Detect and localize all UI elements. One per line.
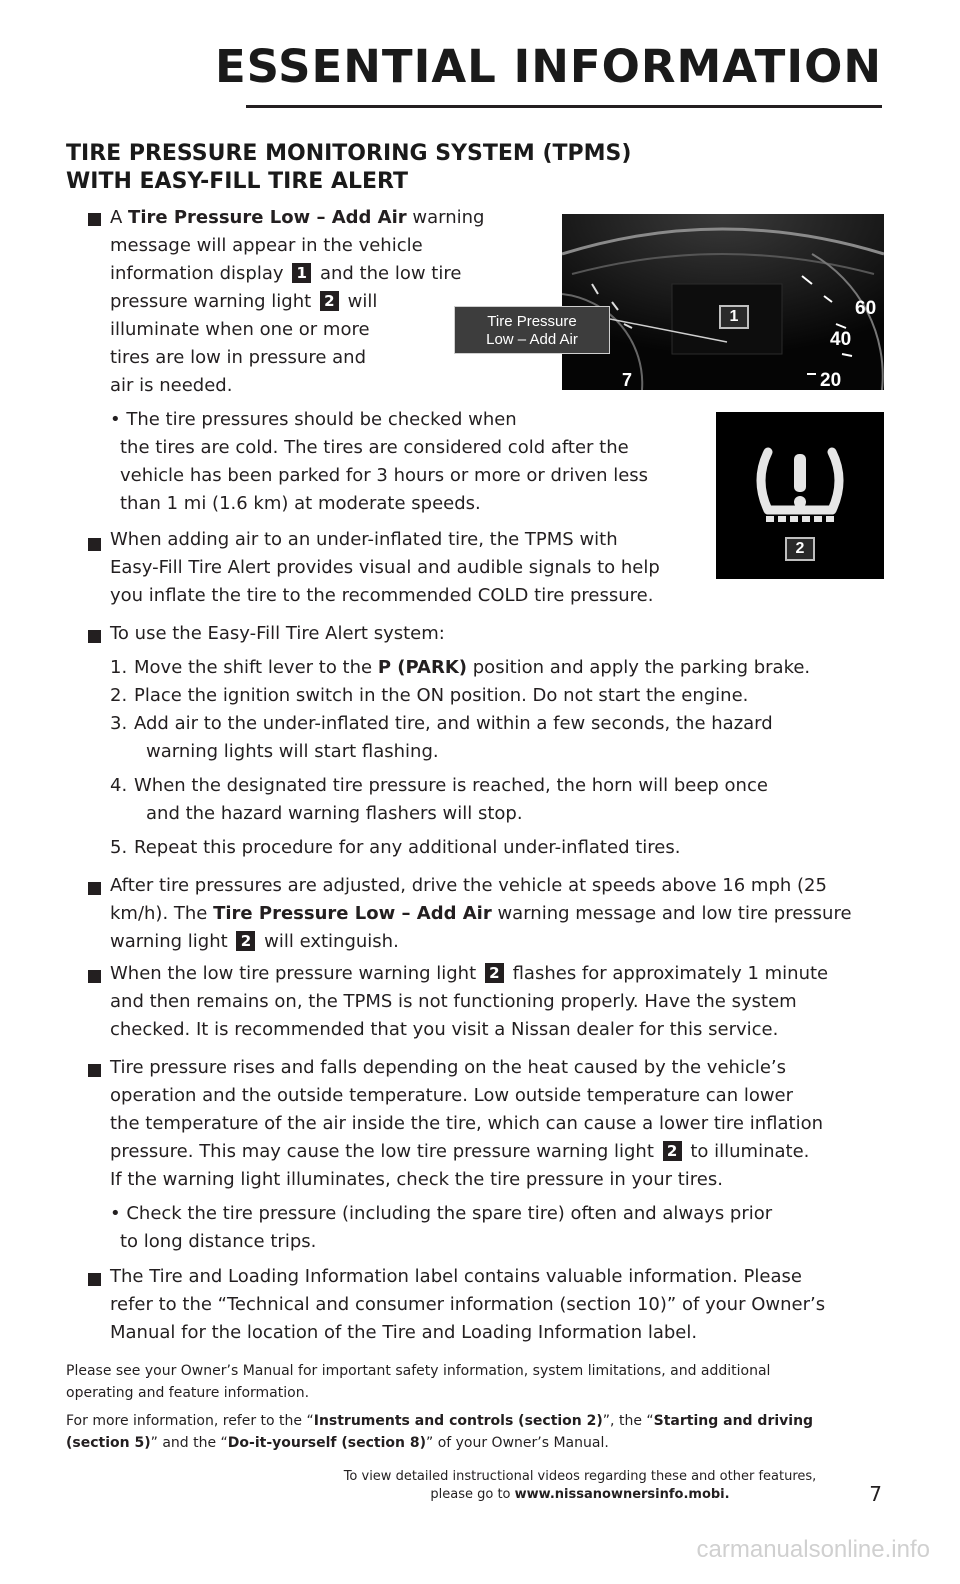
text: you inflate the tire to the recommended COLD tire pressure. <box>110 585 654 606</box>
marker-badge: 2 <box>236 931 255 951</box>
section-title <box>66 140 766 196</box>
instrument-cluster-icon <box>562 214 884 390</box>
text: information display <box>110 263 290 284</box>
marker-badge: 2 <box>485 963 504 983</box>
watermark: carmanualsonline.info <box>696 1536 930 1563</box>
sub-bullet-check-cold <box>110 406 710 518</box>
text: When adding air to an under-inflated tire, the TPMS with <box>110 529 618 550</box>
text: refer to the “Technical and consumer information (section 10)” of your Owner’s <box>110 1294 826 1315</box>
bold-text: Starting and driving <box>653 1413 814 1429</box>
bold-text: Tire Pressure Low – Add Air <box>128 207 407 228</box>
text: After tire pressures are adjusted, drive the vehicle at speeds above 16 mph (25 <box>110 875 827 896</box>
bold-text: Instruments and controls (section 2) <box>313 1413 603 1429</box>
step-number: 4. <box>110 775 128 796</box>
text: If the warning light illuminates, check the tire pressure in your tires. <box>110 1169 723 1190</box>
callout-line: Low – Add Air <box>486 331 578 348</box>
list-item <box>110 710 890 766</box>
text: Repeat this procedure for any additional under-inflated tires. <box>134 837 681 858</box>
text: than 1 mi (1.6 km) at moderate speeds. <box>120 493 481 514</box>
text: operating and feature information. <box>66 1385 310 1401</box>
text: position and apply the parking brake. <box>467 657 811 678</box>
list-item <box>110 834 890 862</box>
text: ”, the “ <box>602 1413 654 1429</box>
text: checked. It is recommended that you visit a Nissan dealer for this service. <box>110 1019 779 1040</box>
callout-message <box>454 306 610 354</box>
text: operation and the outside temperature. Low outside temperature can lower <box>110 1085 794 1106</box>
text: to illuminate. <box>684 1141 810 1162</box>
bold-text: Do-it-yourself (section 8) <box>227 1435 426 1451</box>
text: km/h). The <box>110 903 214 924</box>
gauge-number: 20 <box>820 370 842 390</box>
gauge-number: 7 <box>622 370 633 390</box>
bullet-marker <box>88 882 101 895</box>
bullet-marker <box>88 970 101 983</box>
text: • Check the tire pressure (including the spare tire) often and always prior <box>110 1203 773 1224</box>
text: and the hazard warning flashers will stop. <box>146 803 523 824</box>
list-item <box>110 682 890 710</box>
reference-note <box>66 1410 866 1454</box>
list-item <box>110 654 890 682</box>
text: A <box>110 207 129 228</box>
bullet-easy-fill <box>110 620 710 648</box>
marker-badge: 2 <box>663 1141 682 1161</box>
bold-text: P (PARK) <box>377 657 468 678</box>
instrument-cluster-image <box>562 214 884 390</box>
bold-text: Tire Pressure Low – Add Air <box>213 903 492 924</box>
bullet-pressure-temperature <box>110 1054 900 1194</box>
figure-marker-2: 2 <box>785 537 815 561</box>
text: warning message and low tire pressure <box>491 903 852 924</box>
header-rule <box>246 105 882 108</box>
step-number: 1. <box>110 657 128 678</box>
text: Manual for the location of the Tire and Loading Information label. <box>110 1322 698 1343</box>
text: Move the shift lever to the <box>134 657 378 678</box>
text: Please see your Owner’s Manual for important safety information, system limitations, and additional <box>66 1363 771 1379</box>
text: The Tire and Loading Information label contains valuable information. Please <box>110 1266 802 1287</box>
text: to long distance trips. <box>120 1231 317 1252</box>
text: flashes for approximately 1 minute <box>506 963 829 984</box>
text: air is needed. <box>110 375 233 396</box>
bullet-adding-air <box>110 526 710 610</box>
text: warning lights will start flashing. <box>146 741 439 762</box>
text: please go to <box>430 1487 515 1502</box>
bullet-flashing-light <box>110 960 900 1044</box>
text: message will appear in the vehicle <box>110 235 423 256</box>
text: Tire pressure rises and falls depending on the heat caused by the vehicle’s <box>110 1057 787 1078</box>
step-number: 2. <box>110 685 128 706</box>
figure-marker-1: 1 <box>719 305 749 329</box>
text: illuminate when one or more <box>110 319 370 340</box>
text: and the low tire <box>314 263 462 284</box>
text: When the low tire pressure warning light <box>110 963 482 984</box>
text: pressure. This may cause the low tire pressure warning light <box>110 1141 660 1162</box>
text: Place the ignition switch in the ON position. Do not start the engine. <box>134 685 749 706</box>
bullet-marker <box>88 1064 101 1077</box>
bullet-marker <box>88 538 101 551</box>
bullet-marker <box>88 1273 101 1286</box>
text: will <box>341 291 378 312</box>
bold-text: (section 5) <box>66 1435 151 1451</box>
marker-badge: 2 <box>320 291 339 311</box>
page-header-title: ESSENTIAL INFORMATION <box>214 40 882 93</box>
text: ” of your Owner’s Manual. <box>425 1435 609 1451</box>
text: To view detailed instructional videos regarding these and other features, <box>343 1469 817 1484</box>
footer-link[interactable]: www.nissanownersinfo.mobi. <box>514 1487 730 1502</box>
step-number: 3. <box>110 713 128 734</box>
callout-line: Tire Pressure <box>487 313 577 330</box>
footer-text <box>330 1468 830 1504</box>
text: ” and the “ <box>150 1435 228 1451</box>
gauge-number: 60 <box>855 298 877 319</box>
list-item <box>110 772 890 828</box>
bullet-marker <box>88 630 101 643</box>
text: warning light <box>110 931 234 952</box>
text: When the designated tire pressure is reached, the horn will beep once <box>134 775 768 796</box>
page-number: 7 <box>869 1482 882 1506</box>
text: For more information, refer to the “ <box>66 1413 314 1429</box>
step-number: 5. <box>110 837 128 858</box>
text: vehicle has been parked for 3 hours or more or driven less <box>120 465 649 486</box>
text: To use the Easy-Fill Tire Alert system: <box>110 623 445 644</box>
gauge-number: 40 <box>830 329 852 350</box>
text: tires are low in pressure and <box>110 347 366 368</box>
section-title-line2: WITH EASY-FILL TIRE ALERT <box>66 169 409 194</box>
text: the tires are cold. The tires are considered cold after the <box>120 437 629 458</box>
bullet-after-adjust <box>110 872 900 956</box>
marker-badge: 1 <box>292 263 311 283</box>
text: pressure warning light <box>110 291 317 312</box>
section-title-line1: TIRE PRESSURE MONITORING SYSTEM (TPMS) <box>66 141 632 166</box>
bullet-loading-label <box>110 1263 900 1347</box>
bullet-tire-pressure-message <box>110 204 550 400</box>
safety-note <box>66 1360 866 1404</box>
text: warning <box>406 207 485 228</box>
text: and then remains on, the TPMS is not functioning properly. Have the system <box>110 991 797 1012</box>
text: Add air to the under-inflated tire, and within a few seconds, the hazard <box>134 713 773 734</box>
text: the temperature of the air inside the tire, which can cause a lower tire inflation <box>110 1113 823 1134</box>
text: will extinguish. <box>258 931 399 952</box>
text: • The tire pressures should be checked when <box>110 409 517 430</box>
bullet-marker <box>88 213 101 226</box>
sub-bullet-spare-tire <box>110 1200 900 1256</box>
steps-list <box>110 654 890 862</box>
text: Easy-Fill Tire Alert provides visual and audible signals to help <box>110 557 660 578</box>
